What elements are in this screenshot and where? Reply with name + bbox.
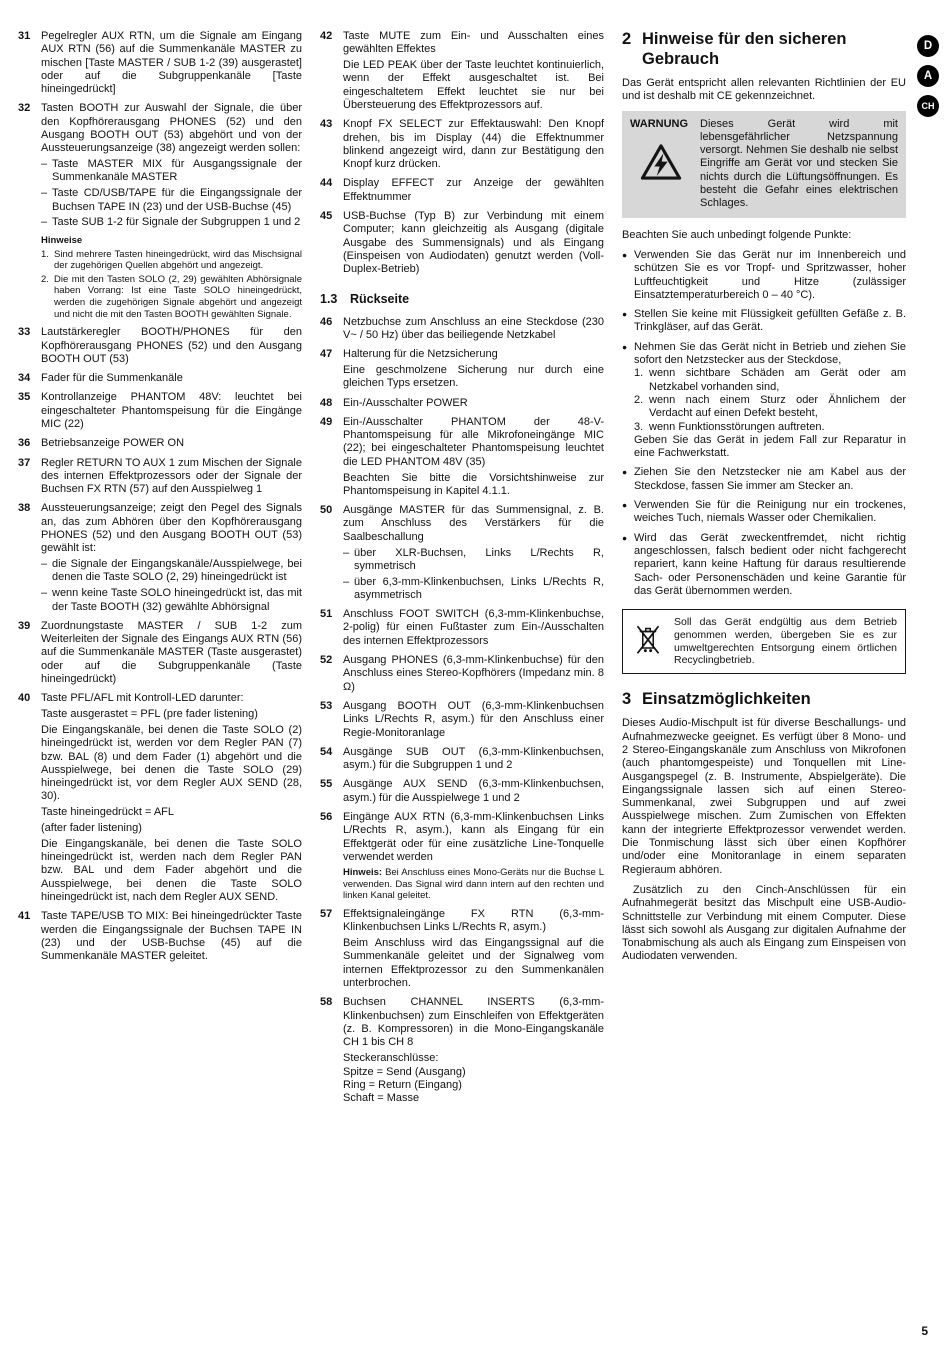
country-badge-a: A: [917, 65, 939, 87]
paragraph: Eine geschmolzene Sicherung nur durch eine gleichen Typs ersetzen.: [343, 363, 604, 390]
paragraph: Die LED PEAK über der Taste leuchtet kontinuierlich, wenn der Effekt ausgeschaltet ist. Bei eingeschaltetem Effekt leuchtet sie nur bei Übersteuerung des Effektprozessors auf.: [343, 59, 604, 111]
text-line: Steckeranschlüsse:: [343, 1052, 439, 1065]
list-item: [320, 316, 604, 343]
note-item: [41, 249, 302, 272]
paragraph: Kontrollanzeige PHANTOM 48V: leuchtet bei eingeschalteter Phantomspeisung für die Eingänge MIC (22): [41, 391, 302, 430]
item-number: 54: [320, 745, 333, 758]
item-number: 43: [320, 118, 333, 131]
bullet-marker: ●: [622, 309, 628, 320]
item-number: 47: [320, 348, 333, 361]
note-lead: Hinweis:: [343, 867, 383, 879]
item-number: 48: [320, 396, 333, 409]
note-number: 2.: [41, 273, 49, 285]
item-number: 50: [320, 504, 333, 517]
item-body: [41, 102, 302, 320]
dash-marker: –: [41, 558, 48, 571]
dash-text: Taste CD/USB/TAPE für die Eingangssignale der Buchsen TAPE IN (23) und der USB-Buchse (45): [52, 187, 302, 213]
note-number: 1.: [41, 248, 49, 260]
bullet-item: [622, 532, 906, 598]
paragraph: Die Eingangskanäle, bei denen die Taste SOLO (2) hineingedrückt ist, werden vor dem Regler PAN (7) bzw. BAL (8) und dem Fader (1) abgehört und die Ausspielwege, bei denen die Taste SOLO (29) hineingedrückt ist, vor dem Regler AUX SEND (28, 30).: [41, 723, 302, 803]
item-body: [343, 608, 604, 648]
dash-marker: –: [41, 587, 48, 600]
paragraph: Taste PFL/AFL mit Kontroll-LED darunter:: [41, 692, 244, 705]
item-body: [41, 910, 302, 963]
bullet-marker: ●: [622, 532, 628, 543]
item-body: [41, 372, 302, 385]
paragraph: Anschluss FOOT SWITCH (6,3-mm-Klinkenbuchse, 2-polig) für einen Fußtaster zum Ein-/Ausschalten des internen Effektprozessors: [343, 608, 604, 647]
paragraph: Das Gerät entspricht allen relevanten Richtlinien der EU und ist deshalb mit CE gekennzeichnet.: [622, 77, 906, 103]
disposal-text: Soll das Gerät endgültig aus dem Betrieb genommen werden, übergeben Sie es zur umweltgerechten Entsorgung einem örtlichen Recyclingbetrieb.: [674, 616, 897, 667]
numbered-subitem: [634, 367, 906, 394]
dash-item: [41, 216, 302, 229]
item-number: 42: [320, 30, 333, 42]
list-item: [18, 620, 302, 686]
paragraph: Ausgänge SUB OUT (6,3-mm-Klinkenbuchsen, asym.) für die Subgruppen 1 und 2: [343, 745, 604, 772]
paragraph: Fader für die Summenkanäle: [41, 372, 183, 385]
note-item: [41, 274, 302, 320]
item-body: [41, 30, 302, 96]
bullet-item: [622, 249, 906, 302]
warning-label: WARNUNG: [630, 117, 689, 130]
item-body: [343, 177, 604, 204]
warning-box: [622, 111, 906, 218]
paragraph: (after fader listening): [41, 822, 142, 835]
bullet-body: [634, 308, 906, 335]
list-item: [320, 908, 604, 990]
paragraph: Taste ausgerastet = PFL (pre fader listening): [41, 708, 258, 721]
section-title: Hinweise für den sicheren Gebrauch: [642, 30, 847, 68]
note-text: Bei Anschluss eines Mono-Geräts nur die Buchse L verwenden. Das Signal wird dann intern auf den rechten und linken Kanal geleitet.: [343, 867, 605, 902]
paragraph: Taste hineingedrückt = AFL: [41, 806, 174, 819]
item-body: [343, 746, 604, 773]
bullet-text: Nehmen Sie das Gerät nicht in Betrieb und ziehen Sie sofort den Netzstecker aus der Steckdose,: [634, 340, 906, 367]
subsection-heading: [320, 292, 604, 307]
paragraph: Beachten Sie bitte die Vorsichtshinweise zur Phantomspeisung in Kapitel 4.1.1.: [343, 471, 604, 497]
section-number: 2: [622, 30, 632, 48]
item-body: [343, 416, 604, 498]
section-heading: [622, 690, 906, 710]
paragraph: Ausgänge AUX SEND (6,3-mm-Klinkenbuchsen, asym.) für die Ausspielwege 1 und 2: [343, 778, 604, 804]
list-item: [18, 457, 302, 497]
item-number: 57: [320, 908, 333, 921]
paragraph: Display EFFECT zur Anzeige der gewählten Effektnummer: [343, 177, 604, 203]
item-body: [41, 437, 302, 450]
item-number: 51: [320, 608, 333, 621]
paragraph: Beachten Sie auch unbedingt folgende Punkte:: [622, 228, 852, 241]
item-number: 55: [320, 778, 333, 791]
item-number: 40: [18, 692, 31, 705]
dash-marker: –: [41, 158, 48, 171]
bullet-marker: ●: [622, 500, 628, 511]
item-number: 44: [320, 177, 333, 190]
list-item: [320, 700, 604, 740]
paragraph: Taste MUTE zum Ein- und Ausschalten eines gewählten Effektes: [343, 30, 604, 56]
bullet-item: [622, 341, 906, 461]
list-item: [320, 177, 604, 204]
bullet-body: [634, 466, 906, 493]
bullet-body: [634, 499, 906, 526]
warning-text: Dieses Gerät wird mit lebensgefährlicher Netzspannung versorgt. Nehmen Sie deshalb nie selbst Eingriffe am Gerät vor und stecken Sie nichts durch die Lüftungsöffnungen. Es besteht die Gefahr eines elektrischen Schlages.: [700, 117, 898, 210]
item-number: 36: [18, 437, 31, 450]
paragraph: Zusätzlich zu den Cinch-Anschlüssen für ein Aufnahmegerät besitzt das Mischpult eine USB-Audio-Schnittstelle zur Verbindung mit einem Computer. Diese lässt sich sowohl als Ausgang zur digitalen Aufnahme der Tonabmischung als auch als Eingang zum Einspeisen von Audiodaten verwenden.: [622, 883, 906, 963]
dash-item: [41, 558, 302, 585]
item-body: [343, 397, 604, 410]
column-middle: [320, 30, 604, 1112]
paragraph: Ein-/Ausschalter PHANTOM der 48-V-Phantomspeisung für alle Mikrofoneingänge MIC (22); bei eingeschalteter Phantomspeisung leuchtet die LED PHANTOM 48V (35): [343, 415, 604, 468]
list-item: [18, 326, 302, 366]
item-body: [343, 996, 604, 1105]
item-number: 37: [18, 456, 31, 469]
bullet-marker: ●: [622, 249, 628, 260]
list-item: [320, 746, 604, 773]
dash-item: [41, 158, 302, 185]
dash-item: [343, 576, 604, 603]
country-badges: [917, 35, 939, 117]
item-body: [343, 348, 604, 390]
paragraph: Regler RETURN TO AUX 1 zum Mischen der Signale des internen Effektprozessors oder der Signale der Buchsen FX RTN (57) auf den Ausspielweg 1: [41, 456, 302, 496]
bullet-item: [622, 466, 906, 493]
paragraph: Ausgang BOOTH OUT (6,3-mm-Klinkenbuchsen Links L/Rechts R, asym.) für den Anschluss einer Regie-Monitoranlage: [343, 699, 604, 739]
item-number: 58: [320, 996, 333, 1009]
paragraph: Pegelregler AUX RTN, um die Signale am Eingang AUX RTN (56) auf die Summenkanäle MASTER zu mischen [Taste MASTER / SUB 1-2 (39) ausgerastet] oder auf die Subgruppenkanäle [Taste hineingedrückt]: [41, 30, 302, 96]
section-title: Einsatzmöglichkeiten: [642, 689, 811, 708]
item-body: [343, 316, 604, 343]
country-badge-d: D: [917, 35, 939, 57]
list-item: [18, 502, 302, 613]
bullet-text: Verwenden Sie das Gerät nur im Innenbereich und schützen Sie es vor Tropf- und Spritzwasser, hoher Luftfeuchtigkeit und Hitze (zulässiger Einsatztemperaturbereich 0 – 40 °C).: [634, 248, 906, 301]
country-badge-ch: CH: [917, 95, 939, 117]
bullet-text: Ziehen Sie den Netzstecker nie am Kabel aus der Steckdose, fassen Sie immer am Stecker an.: [634, 466, 906, 492]
list-item: [18, 30, 302, 96]
item-number: 35: [18, 391, 31, 404]
paragraph: Aussteuerungsanzeige; zeigt den Pegel des Signals an, das zum Abhören über den Kopfhörerausgang PHONES (52) und den Ausgang BOOTH OUT (53) gewählt ist:: [41, 502, 302, 555]
item-body: [343, 30, 604, 112]
item-number: 56: [320, 811, 333, 824]
subitem-text: wenn nach einem Sturz oder Ähnlichem der Verdacht auf einen Defekt besteht,: [649, 393, 906, 420]
list-item: [18, 692, 302, 904]
item-body: [343, 811, 604, 902]
paragraph: Dieses Audio-Mischpult ist für diverse Beschallungs- und Aufnahmezwecke geeignet. Es verfügt über 8 Mono- und 2 Stereo-Eingangskanäle zum Anschluss von Mikrofonen (auch phantomgespeiste) und Tonquellen mit Line-Ausgangspegel (z. B. Instrumente, Abspielgeräte). Die Eingangssignale lassen sich auf einen Stereo-Summenkanal, zwei Subgruppen und auf zwei Ausspielwege mischen. Zum Zumischen von Effekten kann der integrierte Effektprozessor verwendet werden. Die Tonmischung lässt sich über einen Kopfhörer und/oder eine Monitoranlage in einem separaten Regieraum abhören.: [622, 717, 906, 876]
paragraph: Buchsen CHANNEL INSERTS (6,3-mm-Klinkenbuchsen) zum Einschleifen von Effektgeräten (z. B. Kompressoren) in die Mono-Eingangskanäle CH 1 bis CH 8: [343, 996, 604, 1049]
paragraph: USB-Buchse (Typ B) zur Verbindung mit einem Computer; kann gleichzeitig als Ausgang (digitale Ausgabe des Summensignals) und als Eingang (Einspeisen von Audiodaten) genutzt werden (Voll-Duplex-Betrieb): [343, 210, 604, 276]
item-body: [343, 504, 604, 602]
item-number: 31: [18, 30, 31, 42]
dash-marker: –: [41, 216, 48, 229]
item-number: 49: [320, 415, 333, 428]
bullet-text: Wird das Gerät zweckentfremdet, nicht richtig angeschlossen, falsch bedient oder nicht fachgerecht repariert, kann keine Haftung für daraus resultierende Sach- oder Personenschäden und keine Garantie für das Gerät übernommen werden.: [634, 531, 906, 597]
column-right: [622, 30, 906, 1112]
text-line: Ring = Return (Eingang): [343, 1079, 462, 1092]
paragraph: Halterung für die Netzsicherung: [343, 348, 498, 361]
notes-heading: Hinweise: [41, 234, 83, 246]
bullet-item: [622, 499, 906, 526]
list-item: [18, 910, 302, 963]
paragraph: Effektsignaleingänge FX RTN (6,3-mm-Klinkenbuchsen Links L/Rechts R, asym.): [343, 908, 604, 934]
warning-label-area: [630, 118, 692, 211]
item-number: 32: [18, 102, 31, 115]
list-item: [320, 210, 604, 276]
paragraph: Ein-/Ausschalter POWER: [343, 396, 468, 409]
paragraph: Eingänge AUX RTN (6,3-mm-Klinkenbuchsen Links L/Rechts R, asym.), kann als Eingang für ein Effektgerät oder für eine zusätzliche Line-Tonquelle verwendet werden: [343, 811, 604, 863]
dash-text: die Signale der Eingangskanäle/Ausspielwege, bei denen die Taste SOLO (2, 29) hineingedrückt ist: [52, 558, 302, 584]
section-number: 3: [622, 689, 632, 708]
list-item: [320, 30, 604, 112]
bullet-body: [634, 249, 906, 302]
item-body: [343, 210, 604, 276]
item-body: [41, 326, 302, 366]
item-number: 39: [18, 619, 31, 632]
note-text: Die mit den Tasten SOLO (2, 29) gewählten Abhörsignale haben Vorrang: Ist eine Taste SOLO hineingedrückt, werden die zugehörigen Signale abgehört und angezeigt und nicht die mit den Tasten BOOTH gewählten Signale.: [54, 273, 302, 320]
dash-item: [343, 547, 604, 574]
item-body: [41, 502, 302, 613]
weee-bin-icon: [631, 621, 665, 662]
dash-text: über 6,3-mm-Klinkenbuchsen, Links L/Rechts R, asymmetrisch: [354, 575, 604, 601]
numbered-subitem: [634, 394, 906, 421]
item-body: [41, 620, 302, 686]
item-number: 38: [18, 502, 31, 515]
bullet-text: Stellen Sie keine mit Flüssigkeit gefüllten Gefäße z. B. Trinkgläser, auf das Gerät.: [634, 308, 906, 334]
text-line: Spitze = Send (Ausgang): [343, 1065, 466, 1078]
subitem-text: wenn Funktionsstörungen auftreten.: [649, 420, 825, 433]
item-number: 45: [320, 210, 333, 223]
item-body: [41, 692, 302, 904]
high-voltage-warning-icon: [630, 143, 692, 186]
item-number: 46: [320, 315, 333, 328]
list-item: [18, 437, 302, 450]
item-body: [41, 391, 302, 431]
list-item: [320, 778, 604, 805]
paragraph: Beim Anschluss wird das Eingangssignal auf die Summenkanäle geleitet und der Signalweg vom internen Effektprozessor zu den Summenkanälen unterbrochen.: [343, 937, 604, 989]
bullet-marker: ●: [622, 341, 628, 352]
paragraph: Ausgang PHONES (6,3-mm-Klinkenbuchse) für den Anschluss eines Stereo-Kopfhörers (Impedanz min. 8 Ω): [343, 654, 604, 693]
item-number: 52: [320, 654, 333, 667]
bullet-body: [634, 341, 906, 461]
list-item: [320, 811, 604, 902]
column-left: [18, 30, 302, 1112]
item-number: 33: [18, 326, 31, 339]
subitem-text: wenn sichtbare Schäden am Gerät oder am Netzkabel vorhanden sind,: [649, 367, 906, 393]
paragraph: Tasten BOOTH zur Auswahl der Signale, die über den Kopfhörerausgang PHONES (52) und den Ausgang BOOTH OUT (53) abgehört und von der Aussteuerungsanzeige (38) angezeigt werden sollen:: [41, 102, 302, 155]
list-item: [18, 102, 302, 320]
disposal-box: [622, 609, 906, 674]
page-number: 5: [921, 1324, 928, 1338]
list-item: [320, 348, 604, 390]
dash-item: [41, 587, 302, 614]
bullet-item: [622, 308, 906, 335]
dash-text: Taste MASTER MIX für Ausgangssignale der Summenkanäle MASTER: [52, 158, 302, 184]
section-heading: [622, 30, 906, 69]
dash-marker: –: [41, 187, 48, 200]
paragraph: Die Eingangskanäle, bei denen die Taste SOLO hineingedrückt ist, werden nach dem Regler PAN bzw. BAL und dem Fader abgehört und die Ausspielwege, bei denen die Taste SOLO hineingedrückt ist, nach dem Regler AUX SEND.: [41, 837, 302, 903]
list-item: [320, 654, 604, 694]
paragraph: Lautstärkeregler BOOTH/PHONES für den Kopfhörerausgang PHONES (52) und den Ausgang BOOTH OUT (53): [41, 326, 302, 365]
dash-marker: –: [343, 575, 350, 588]
item-body: [343, 908, 604, 990]
content-columns: [18, 30, 906, 1112]
note-text: Sind mehrere Tasten hineingedrückt, wird das Mischsignal der zugehörigen Quellen abgehört und angezeigt.: [54, 248, 302, 272]
text-line: Schaft = Masse: [343, 1092, 420, 1105]
item-body: [343, 778, 604, 805]
dash-text: Taste SUB 1-2 für Signale der Subgruppen 1 und 2: [52, 216, 301, 229]
subitem-number: 1.: [634, 367, 644, 380]
subsection-number: 1.3: [320, 291, 338, 306]
item-number: 34: [18, 372, 31, 385]
dash-marker: –: [343, 546, 350, 559]
subitem-number: 3.: [634, 420, 644, 433]
bullet-tail: Geben Sie das Gerät in jedem Fall zur Reparatur in eine Fachwerkstatt.: [634, 433, 906, 460]
dash-item: [41, 187, 302, 214]
item-body: [41, 457, 302, 497]
item-body: [343, 118, 604, 171]
note-paragraph: [343, 867, 604, 902]
list-item: [320, 608, 604, 648]
list-item: [320, 504, 604, 602]
subsection-title: Rückseite: [350, 291, 410, 306]
subitem-number: 2.: [634, 393, 644, 406]
paragraph: Ausgänge MASTER für das Summensignal, z. B. zum Anschluss des Verstärkers für die Saalbeschallung: [343, 504, 604, 543]
paragraph: Zuordnungstaste MASTER / SUB 1-2 zum Weiterleiten der Signale des Eingangs AUX RTN (56) auf die Summenkanäle MASTER (Taste ausgerastet) oder auf die Subgruppenkanäle (Taste hineingedrückt): [41, 619, 302, 686]
paragraph: Betriebsanzeige POWER ON: [41, 437, 185, 450]
list-item: [18, 391, 302, 431]
list-item: [320, 397, 604, 410]
bullet-text: Verwenden Sie für die Reinigung nur ein trockenes, weiches Tuch, niemals Wasser oder Chemikalien.: [634, 499, 906, 525]
item-body: [343, 654, 604, 694]
paragraph: Netzbuchse zum Anschluss an eine Steckdose (230 V~ / 50 Hz) über das beiliegende Netzkabel: [343, 315, 604, 341]
dash-text: wenn keine Taste SOLO hineingedrückt ist, das mit der Taste BOOTH (32) gewählte Abhörsignal: [52, 587, 302, 613]
paragraph: Knopf FX SELECT zur Effektauswahl: Den Knopf drehen, bis im Display (44) die Effektnummer blinkend angezeigt wird, dann zur Bestätigung den Knopf kurz drücken.: [343, 118, 604, 171]
item-number: 53: [320, 699, 333, 712]
list-item: [18, 372, 302, 385]
bullet-body: [634, 532, 906, 598]
bullet-marker: ●: [622, 467, 628, 478]
item-number: 41: [18, 910, 31, 923]
list-item: [320, 416, 604, 498]
paragraph: Taste TAPE/USB TO MIX: Bei hineingedrückter Taste werden die Eingangssignale der Buchsen TAPE IN (23) und der USB-Buchse (45) auf die Summenkanäle MASTER geleitet.: [41, 910, 302, 963]
list-item: [320, 996, 604, 1105]
item-body: [343, 700, 604, 740]
dash-text: über XLR-Buchsen, Links L/Rechts R, symmetrisch: [354, 546, 604, 572]
list-item: [320, 118, 604, 171]
numbered-subitem: [634, 421, 906, 434]
